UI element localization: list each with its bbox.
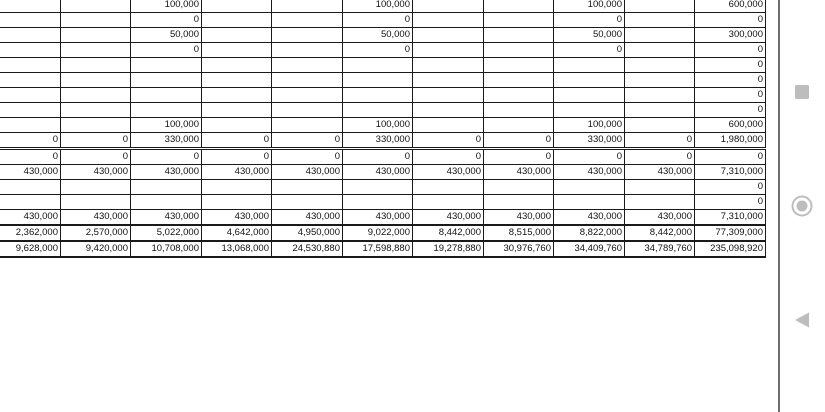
table-cell[interactable] xyxy=(343,103,413,118)
table-cell[interactable]: 0 xyxy=(202,149,272,165)
table-cell[interactable] xyxy=(131,195,202,210)
table-cell[interactable]: 330,000 xyxy=(343,133,413,149)
table-cell[interactable]: 430,000 xyxy=(61,210,131,226)
table-cell[interactable]: 2,362,000 xyxy=(0,225,61,241)
table-cell[interactable]: 0 xyxy=(343,13,413,28)
table-cell[interactable] xyxy=(0,43,61,58)
table-cell[interactable]: 430,000 xyxy=(272,165,343,180)
table-cell[interactable] xyxy=(413,103,484,118)
table-cell[interactable] xyxy=(61,180,131,195)
table-cell[interactable]: 430,000 xyxy=(413,210,484,226)
back-button[interactable] xyxy=(791,309,813,331)
table-cell[interactable] xyxy=(202,28,272,43)
table-cell[interactable]: 0 xyxy=(272,133,343,149)
table-cell[interactable] xyxy=(625,195,695,210)
table-cell[interactable] xyxy=(0,73,61,88)
table-cell[interactable] xyxy=(131,180,202,195)
table-cell[interactable]: 13,068,000 xyxy=(202,241,272,257)
table-cell[interactable]: 24,530,880 xyxy=(272,241,343,257)
table-cell[interactable] xyxy=(272,195,343,210)
table-cell[interactable] xyxy=(272,43,343,58)
table-cell[interactable] xyxy=(413,13,484,28)
table-row xyxy=(0,180,766,195)
table-cell[interactable] xyxy=(202,195,272,210)
table-cell[interactable] xyxy=(272,180,343,195)
table-cell[interactable]: 0 xyxy=(484,133,554,149)
table-cell[interactable]: 0 xyxy=(0,149,61,165)
table-row xyxy=(0,43,766,58)
table-cell[interactable] xyxy=(625,103,695,118)
table-cell[interactable] xyxy=(272,13,343,28)
table-cell[interactable] xyxy=(413,28,484,43)
table-cell[interactable]: 7,310,000 xyxy=(695,210,766,226)
table-cell[interactable] xyxy=(625,118,695,133)
table-cell[interactable] xyxy=(202,73,272,88)
table-cell[interactable] xyxy=(554,180,625,195)
table-cell[interactable] xyxy=(61,88,131,103)
table-cell[interactable] xyxy=(484,58,554,73)
table-cell[interactable]: 50,000 xyxy=(554,28,625,43)
table-cell[interactable]: 0 xyxy=(554,13,625,28)
table-cell[interactable] xyxy=(554,103,625,118)
table-cell[interactable]: 430,000 xyxy=(202,210,272,226)
table-cell[interactable]: 4,642,000 xyxy=(202,225,272,241)
table-cell[interactable]: 2,570,000 xyxy=(61,225,131,241)
table-cell[interactable]: 5,022,000 xyxy=(131,225,202,241)
home-button[interactable] xyxy=(791,195,813,217)
table-cell[interactable]: 430,000 xyxy=(272,210,343,226)
table-cell[interactable]: 0 xyxy=(131,43,202,58)
table-cell[interactable] xyxy=(131,103,202,118)
table-cell[interactable] xyxy=(484,195,554,210)
table-cell[interactable]: 0 xyxy=(0,133,61,149)
table-cell[interactable]: 8,442,000 xyxy=(625,225,695,241)
table-cell[interactable]: 430,000 xyxy=(413,165,484,180)
table-cell[interactable]: 430,000 xyxy=(343,210,413,226)
table-cell[interactable]: 8,822,000 xyxy=(554,225,625,241)
table-cell[interactable]: 100,000 xyxy=(343,0,413,13)
table-row xyxy=(0,149,766,165)
table-row xyxy=(0,88,766,103)
table-row xyxy=(0,28,766,43)
table-row xyxy=(0,0,766,13)
table-cell[interactable] xyxy=(413,58,484,73)
table-cell[interactable] xyxy=(202,88,272,103)
table-cell[interactable]: 300,000 xyxy=(695,28,766,43)
table-cell[interactable]: 430,000 xyxy=(131,210,202,226)
table-cell[interactable] xyxy=(61,118,131,133)
table-cell[interactable] xyxy=(0,13,61,28)
navigation-bar xyxy=(780,0,825,412)
table-cell[interactable] xyxy=(413,88,484,103)
table-cell[interactable] xyxy=(0,103,61,118)
table-cell[interactable]: 17,598,880 xyxy=(343,241,413,257)
table-cell[interactable] xyxy=(625,73,695,88)
table-cell[interactable] xyxy=(202,180,272,195)
table-cell[interactable] xyxy=(625,0,695,13)
table-cell[interactable] xyxy=(131,58,202,73)
table-cell[interactable] xyxy=(0,118,61,133)
table-cell[interactable]: 430,000 xyxy=(131,165,202,180)
table-cell[interactable] xyxy=(272,118,343,133)
table-cell[interactable] xyxy=(484,13,554,28)
table-row xyxy=(0,13,766,28)
table-cell[interactable] xyxy=(625,180,695,195)
table-cell[interactable]: 0 xyxy=(695,195,766,210)
table-cell[interactable] xyxy=(413,118,484,133)
table-cell[interactable] xyxy=(61,43,131,58)
square-icon xyxy=(794,84,810,100)
table-cell[interactable] xyxy=(272,28,343,43)
table-cell[interactable] xyxy=(625,28,695,43)
table-cell[interactable] xyxy=(554,195,625,210)
table-cell[interactable] xyxy=(202,43,272,58)
table-cell[interactable]: 0 xyxy=(625,133,695,149)
table-cell[interactable]: 430,000 xyxy=(484,165,554,180)
table-cell[interactable]: 0 xyxy=(695,149,766,165)
table-row xyxy=(0,73,766,88)
table-cell[interactable]: 34,409,760 xyxy=(554,241,625,257)
table-cell[interactable] xyxy=(554,73,625,88)
recents-button[interactable] xyxy=(791,81,813,103)
table-cell[interactable]: 0 xyxy=(61,149,131,165)
table-cell[interactable]: 430,000 xyxy=(61,165,131,180)
table-row xyxy=(0,103,766,118)
table-cell[interactable] xyxy=(343,58,413,73)
table-cell[interactable] xyxy=(272,73,343,88)
triangle-back-icon xyxy=(793,311,811,329)
table-cell[interactable]: 0 xyxy=(554,43,625,58)
table-cell[interactable]: 77,309,000 xyxy=(695,225,766,241)
table-cell[interactable]: 600,000 xyxy=(695,118,766,133)
table-cell[interactable]: 0 xyxy=(625,149,695,165)
table-cell[interactable] xyxy=(61,28,131,43)
table-cell[interactable]: 0 xyxy=(343,149,413,165)
table-cell[interactable]: 430,000 xyxy=(0,210,61,226)
table-cell[interactable] xyxy=(413,43,484,58)
table-row xyxy=(0,210,766,226)
table-cell[interactable] xyxy=(484,180,554,195)
table-cell[interactable]: 9,628,000 xyxy=(0,241,61,257)
table-cell[interactable] xyxy=(0,195,61,210)
table-cell[interactable]: 0 xyxy=(61,133,131,149)
table-cell[interactable] xyxy=(202,0,272,13)
table-cell[interactable]: 0 xyxy=(413,149,484,165)
table-cell[interactable] xyxy=(61,73,131,88)
table-row xyxy=(0,195,766,210)
table-row xyxy=(0,118,766,133)
table-cell[interactable] xyxy=(0,58,61,73)
table-cell[interactable]: 0 xyxy=(413,133,484,149)
table-cell[interactable] xyxy=(202,58,272,73)
table-cell[interactable]: 0 xyxy=(695,43,766,58)
table-cell[interactable] xyxy=(484,103,554,118)
table-cell[interactable] xyxy=(484,43,554,58)
table-cell[interactable]: 430,000 xyxy=(554,165,625,180)
table-cell[interactable] xyxy=(0,28,61,43)
table-cell[interactable]: 7,310,000 xyxy=(695,165,766,180)
table-cell[interactable]: 8,442,000 xyxy=(413,225,484,241)
table-cell[interactable]: 430,000 xyxy=(625,165,695,180)
table-cell[interactable]: 100,000 xyxy=(554,118,625,133)
table-cell[interactable]: 0 xyxy=(695,180,766,195)
table-cell[interactable]: 0 xyxy=(695,88,766,103)
table-cell[interactable]: 0 xyxy=(695,73,766,88)
table-cell[interactable]: 100,000 xyxy=(554,0,625,13)
table-cell[interactable] xyxy=(484,73,554,88)
table-cell[interactable]: 30,976,760 xyxy=(484,241,554,257)
table-cell[interactable] xyxy=(554,58,625,73)
table-cell[interactable]: 0 xyxy=(484,149,554,165)
table-cell[interactable]: 0 xyxy=(202,133,272,149)
table-cell[interactable]: 430,000 xyxy=(202,165,272,180)
table-cell[interactable]: 8,515,000 xyxy=(484,225,554,241)
table-cell[interactable]: 0 xyxy=(343,43,413,58)
table-cell[interactable]: 100,000 xyxy=(343,118,413,133)
table-row xyxy=(0,241,766,257)
table-cell[interactable] xyxy=(202,13,272,28)
table-cell[interactable]: 430,000 xyxy=(484,210,554,226)
table-cell[interactable] xyxy=(202,103,272,118)
table-cell[interactable]: 4,950,000 xyxy=(272,225,343,241)
table-cell[interactable]: 9,420,000 xyxy=(61,241,131,257)
table-cell[interactable] xyxy=(202,118,272,133)
table-cell[interactable] xyxy=(0,88,61,103)
table-cell[interactable]: 50,000 xyxy=(343,28,413,43)
table-cell[interactable] xyxy=(343,180,413,195)
table-cell[interactable] xyxy=(61,195,131,210)
table-cell[interactable] xyxy=(413,195,484,210)
table-cell[interactable] xyxy=(413,180,484,195)
table-cell[interactable]: 9,022,000 xyxy=(343,225,413,241)
table-cell[interactable]: 0 xyxy=(695,13,766,28)
table-cell[interactable]: 330,000 xyxy=(131,133,202,149)
table-cell[interactable] xyxy=(484,118,554,133)
table-row xyxy=(0,58,766,73)
table-cell[interactable] xyxy=(625,13,695,28)
table-cell[interactable]: 100,000 xyxy=(131,0,202,13)
table-cell[interactable] xyxy=(0,180,61,195)
table-cell[interactable]: 430,000 xyxy=(0,165,61,180)
table-cell[interactable]: 0 xyxy=(554,149,625,165)
table-cell[interactable] xyxy=(272,103,343,118)
table-cell[interactable] xyxy=(625,43,695,58)
table-cell[interactable]: 100,000 xyxy=(131,118,202,133)
table-row xyxy=(0,225,766,241)
table-cell[interactable]: 430,000 xyxy=(554,210,625,226)
table-cell[interactable]: 0 xyxy=(272,149,343,165)
table-cell[interactable] xyxy=(131,73,202,88)
table-cell[interactable] xyxy=(61,103,131,118)
table-cell[interactable]: 430,000 xyxy=(343,165,413,180)
table-cell[interactable] xyxy=(272,0,343,13)
table-cell[interactable] xyxy=(484,28,554,43)
table-cell[interactable] xyxy=(272,88,343,103)
table-cell[interactable] xyxy=(554,88,625,103)
table-cell[interactable]: 50,000 xyxy=(131,28,202,43)
table-cell[interactable]: 600,000 xyxy=(695,0,766,13)
table-cell[interactable] xyxy=(625,58,695,73)
table-cell[interactable] xyxy=(61,58,131,73)
table-cell[interactable] xyxy=(272,58,343,73)
table-cell[interactable]: 0 xyxy=(695,58,766,73)
table-cell[interactable] xyxy=(413,0,484,13)
table-cell[interactable]: 235,098,920 xyxy=(695,241,766,257)
table-cell[interactable] xyxy=(625,88,695,103)
table-cell[interactable]: 430,000 xyxy=(625,210,695,226)
table-cell[interactable] xyxy=(131,88,202,103)
table-cell[interactable]: 19,278,880 xyxy=(413,241,484,257)
table-cell[interactable]: 330,000 xyxy=(554,133,625,149)
circle-icon xyxy=(791,195,813,217)
table-cell[interactable] xyxy=(343,88,413,103)
table-cell[interactable]: 0 xyxy=(695,103,766,118)
table-cell[interactable] xyxy=(413,73,484,88)
table-cell[interactable] xyxy=(0,0,61,13)
table-cell[interactable] xyxy=(343,73,413,88)
table-cell[interactable]: 1,980,000 xyxy=(695,133,766,149)
table-cell[interactable] xyxy=(484,88,554,103)
table-cell[interactable] xyxy=(343,195,413,210)
table-cell[interactable]: 0 xyxy=(131,149,202,165)
table-cell[interactable]: 10,708,000 xyxy=(131,241,202,257)
table-cell[interactable]: 0 xyxy=(131,13,202,28)
table-cell[interactable]: 34,789,760 xyxy=(625,241,695,257)
table-row xyxy=(0,165,766,180)
table-row xyxy=(0,133,766,149)
table-cell[interactable] xyxy=(61,13,131,28)
table-cell[interactable] xyxy=(484,0,554,13)
table-cell[interactable] xyxy=(61,0,131,13)
